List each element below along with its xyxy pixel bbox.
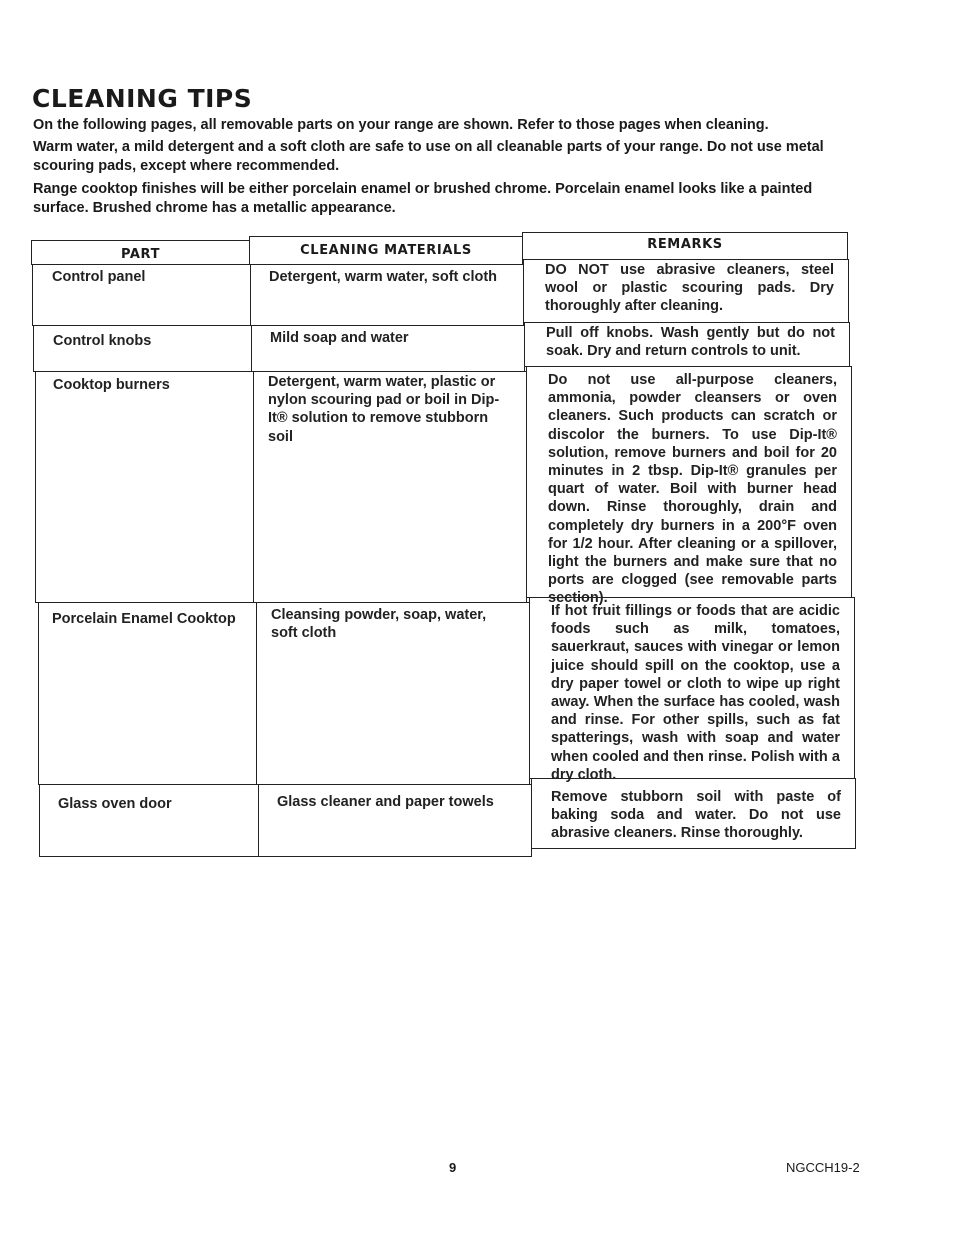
intro-paragraph: Warm water, a mild detergent and a soft cloth are safe to use on all cleanable parts of your range. Do not use metal scouring pads, except where recommended. [33, 139, 824, 174]
table-cell-materials: Cleansing powder, soap, water, soft cloth [256, 602, 530, 785]
table-cell-part: Cooktop burners [35, 371, 254, 603]
table-cell-part: Glass oven door [39, 784, 259, 857]
table-cell-remarks: If hot fruit fillings or foods that are acidic foods such as milk, tomatoes, sauerkraut, sauces with vinegar or lemon juice should spill on the cooktop, use a dry paper towel or cloth to wipe up right away. When the surface has cooled, wash and rinse. For other spills, such as fat spatterings, wash with soap and water when cooled and then rinse. Polish with a dry cloth. [529, 597, 855, 779]
table-cell-part: Porcelain Enamel Cooktop [38, 602, 257, 785]
header-remarks: REMARKS [522, 232, 848, 260]
table-cell-materials: Mild soap and water [251, 325, 525, 372]
intro-paragraph: On the following pages, all removable parts on your range are shown. Refer to those pages when cleaning. [33, 117, 769, 133]
intro-paragraph: Range cooktop finishes will be either porcelain enamel or brushed chrome. Porcelain enamel looks like a painted surface. Brushed chrome has a metallic appearance. [33, 181, 813, 216]
table-cell-materials: Detergent, warm water, soft cloth [250, 264, 524, 326]
table-cell-part: Control knobs [33, 325, 252, 372]
table-cell-remarks: Do not use all-purpose cleaners, ammonia, powder cleansers or oven cleaners. Such products can scratch or discolor the burners. To use Dip-It® solution, remove burners and boil for 20 minutes in 2 tbsp. Dip-It® granules per quart of water. Boil with burner head down. Rinse thoroughly, drain and completely dry burners in a 200°F oven for 1/2 hour. After cleaning or a spillover, light the burners and make sure that no ports are clogged (see removable parts section). [526, 366, 852, 598]
table-cell-materials: Detergent, warm water, plastic or nylon scouring pad or boil in Dip-It® solution to remove stubborn soil [253, 371, 527, 603]
table-cell-remarks: DO NOT use abrasive cleaners, steel wool or plastic scouring pads. Dry thoroughly after cleaning. [523, 259, 849, 323]
page-number: 9 [449, 1160, 457, 1175]
header-part: PART [31, 240, 250, 265]
page-title: CLEANING TIPS [32, 84, 253, 113]
header-cleaning-materials: CLEANING MATERIALS [249, 236, 523, 265]
table-cell-part: Control panel [32, 264, 251, 326]
document-code: NGCCH19-2 [786, 1160, 860, 1175]
table-cell-remarks: Pull off knobs. Wash gently but do not soak. Dry and return controls to unit. [524, 322, 850, 367]
table-cell-materials: Glass cleaner and paper towels [258, 784, 532, 857]
table-cell-remarks: Remove stubborn soil with paste of baking soda and water. Do not use abrasive cleaners. Rinse thoroughly. [531, 778, 856, 849]
